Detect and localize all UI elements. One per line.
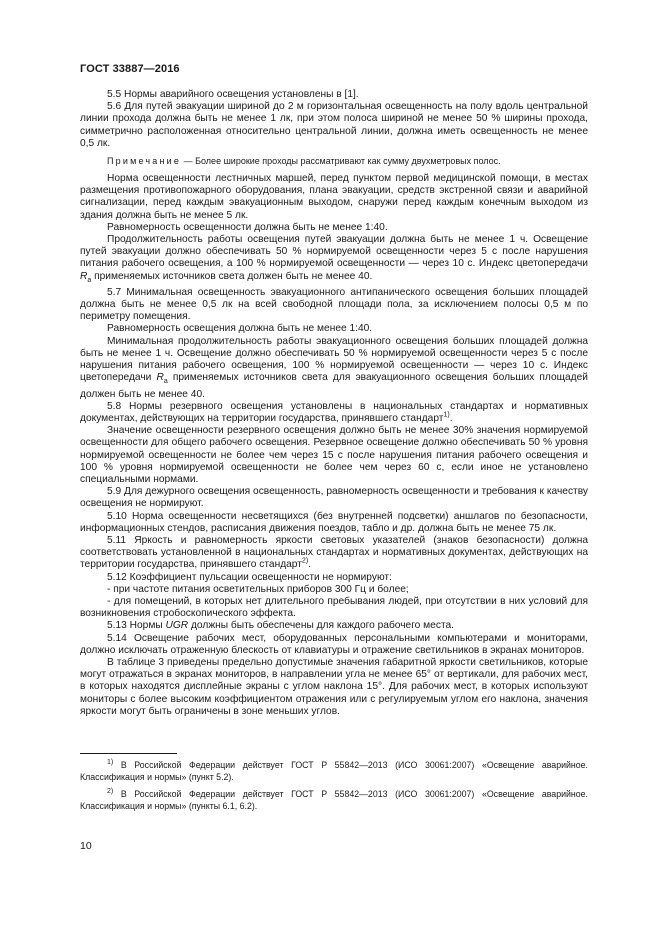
paragraph-5-13 — [80, 620, 588, 632]
footnote-text: В Российской Федерации действует ГОСТ Р 55842—2013 (ИСО 30061:2007) «Освещение аварийное. Классификация и нормы» (пункты 6.1, 6.2). — [80, 788, 588, 811]
footnote-mark-1: 1) — [107, 759, 114, 767]
footnote-divider — [80, 753, 177, 754]
document-header: ГОСТ 33887—2016 — [80, 63, 180, 75]
page-number: 10 — [80, 840, 92, 852]
text-segment: применяемых источников света должен быть не менее 40. — [91, 270, 373, 282]
paragraph-5-11 — [80, 535, 588, 572]
paragraph-table-3: В таблице 3 приведены предельно допустимые значения габаритной яркости светильников, которые могут отражаться в экранах мониторов, в направлении угла не менее 65° от вертикали, для рабочих мест, в которых находятся дисплейные экраны с углом наклона 15°. Для рабочих мест, в которых используют мониторы с более высоким коэффициентом отражения или с регулируемым углом его наклона, значения яркости могут быть ограничены в зоне меньших углов. — [80, 657, 588, 717]
symbol-r-subscript: a — [163, 378, 168, 386]
symbol-r: R — [80, 270, 88, 282]
paragraph-uniformity: Равномерность освещенности должна быть не менее 1:40. — [107, 221, 388, 233]
text-segment: 5.8 Нормы резервного освещения установлены в национальных стандартах и нормативных документах, действующих на территории государства, принявшего стандарт — [80, 400, 588, 424]
footnote-mark-2: 2) — [107, 787, 114, 795]
symbol-r-subscript: a — [87, 276, 92, 284]
paragraph-5-14: 5.14 Освещение рабочих мест, оборудованных персональными компьютерами и мониторами, должно исключать отраженную блескость от клавиатуры и отражение светильников в экранах мониторов. — [80, 632, 588, 656]
text-segment: 5.13 Нормы — [107, 620, 166, 632]
paragraph-5-8 — [80, 401, 588, 425]
note-label: Примечание — [107, 156, 182, 167]
paragraph-5-6: 5.6 Для путей эвакуации шириной до 2 м горизонтальная освещенность на полу вдоль центральной линии прохода должна быть не менее 1 лк, при этом полоса шириной не менее 50 % ширины прохода, симметрично расположенная относительно центральной линии, должна иметь освещенность не менее 0,5 лк. — [80, 101, 588, 149]
footnotes — [80, 759, 588, 816]
paragraph-5-9: 5.9 Для дежурного освещения освещенность, равномерность освещенности и требования к качеству освещения не нормируют. — [80, 486, 588, 510]
paragraph-reserve-lighting: Значение освещенности резервного освещения должно быть не менее 30% значения нормируемой освещенности для общего рабочего освещения. Резервное освещение должно обеспечивать 50 % уровня нормируемой освещенности не более чем через 15 с после нарушения питания рабочего освещения и 100 % уровня нормируемой освещенности не более чем через 60 с, если иное не установлено специальными нормами. — [80, 425, 588, 485]
footnote-1 — [80, 759, 588, 784]
paragraph-min-duration — [80, 336, 588, 401]
text-segment: должны быть обеспечены для каждого рабочего места. — [188, 620, 454, 632]
paragraph-duration — [80, 234, 588, 287]
paragraph-5-12: 5.12 Коэффициент пульсации освещенности не нормируют: — [107, 571, 392, 583]
paragraph-uniformity-2: Равномерность освещения должна быть не менее 1:40. — [107, 323, 373, 335]
footnote-2 — [80, 788, 588, 813]
footnote-ref-1: 1) — [443, 411, 450, 419]
note-text: — Более широкие проходы рассматривают как сумму двухметровых полос. — [181, 156, 501, 167]
text-segment: . — [308, 559, 311, 571]
paragraph-5-7: 5.7 Минимальная освещенность эвакуационного антипанического освещения больших площадей должна быть не менее 0,5 лк на всей свободной площади пола, за исключением полосы 0,5 м по периметру помещения. — [80, 286, 588, 323]
text-segment: Продолжительность работы освещения путей эвакуации должна быть не менее 1 ч. Освещение путей эвакуации должно обеспечивать 50 % нормируемой освещенности через 5 с после нарушения питания рабочего освещения, а 100 % нормируемой освещенности — через 10 с. Индекс цветопередачи — [80, 234, 588, 270]
text-segment: применяемых источников света для эвакуационного освещения больших площадей должен быть не менее 40. — [80, 372, 588, 400]
paragraph-5-5: 5.5 Нормы аварийного освещения установлены в [1]. — [107, 89, 359, 100]
list-item: - при частоте питания осветительных приборов 300 Гц и более; — [107, 583, 409, 595]
list-item: - для помещений, в которых нет длительного пребывания людей, при отсутствии в них условий для возникновения стробоскопического эффекта. — [80, 595, 588, 620]
footnote-ref-2: 2) — [301, 557, 309, 565]
text-segment: . — [449, 412, 453, 424]
paragraph-5-10: 5.10 Норма освещенности несветящихся (без внутренней подсветки) аншлагов по безопасности, информационных стендов, расписания движения поездов, табло и др. должна быть не менее 75 лк. — [80, 510, 588, 534]
footnote-text: В Российской Федерации действует ГОСТ Р 55842—2013 (ИСО 30061:2007) «Освещение аварийное. Классификация и нормы» (пункт 5.2). — [80, 760, 588, 783]
note — [80, 156, 588, 167]
symbol-r: R — [156, 372, 164, 384]
text-segment: Минимальная продолжительность работы эвакуационного освещения больших площадей должна быть не менее 1 ч. Освещение должно обеспечивать 50 % нормируемой освещенности через 5 с после нарушения питания рабочего освещения, 100 % нормируемой освещенности — через 10 с. Индекс цветопередачи — [80, 335, 588, 384]
symbol-ugr: UGR — [165, 620, 189, 632]
text-segment: 5.11 Яркость и равномерность яркости световых указателей (знаков безопасности) должна соответствовать установленной в национальных стандартах и нормативных документах, действующих на территории государства, принявшего стандарт — [80, 534, 588, 571]
document-body — [80, 89, 588, 718]
paragraph-stairs-illuminance: Норма освещенности лестничных маршей, перед пунктом первой медицинской помощи, в местах размещения противопожарного оборудования, плана эвакуации, средств экстренной связи и аварийной сигнализации, перед каждым эвакуационным выходом, снаружи перед каждым конечным выходом из здания должна быть не менее 5 лк. — [80, 173, 588, 221]
